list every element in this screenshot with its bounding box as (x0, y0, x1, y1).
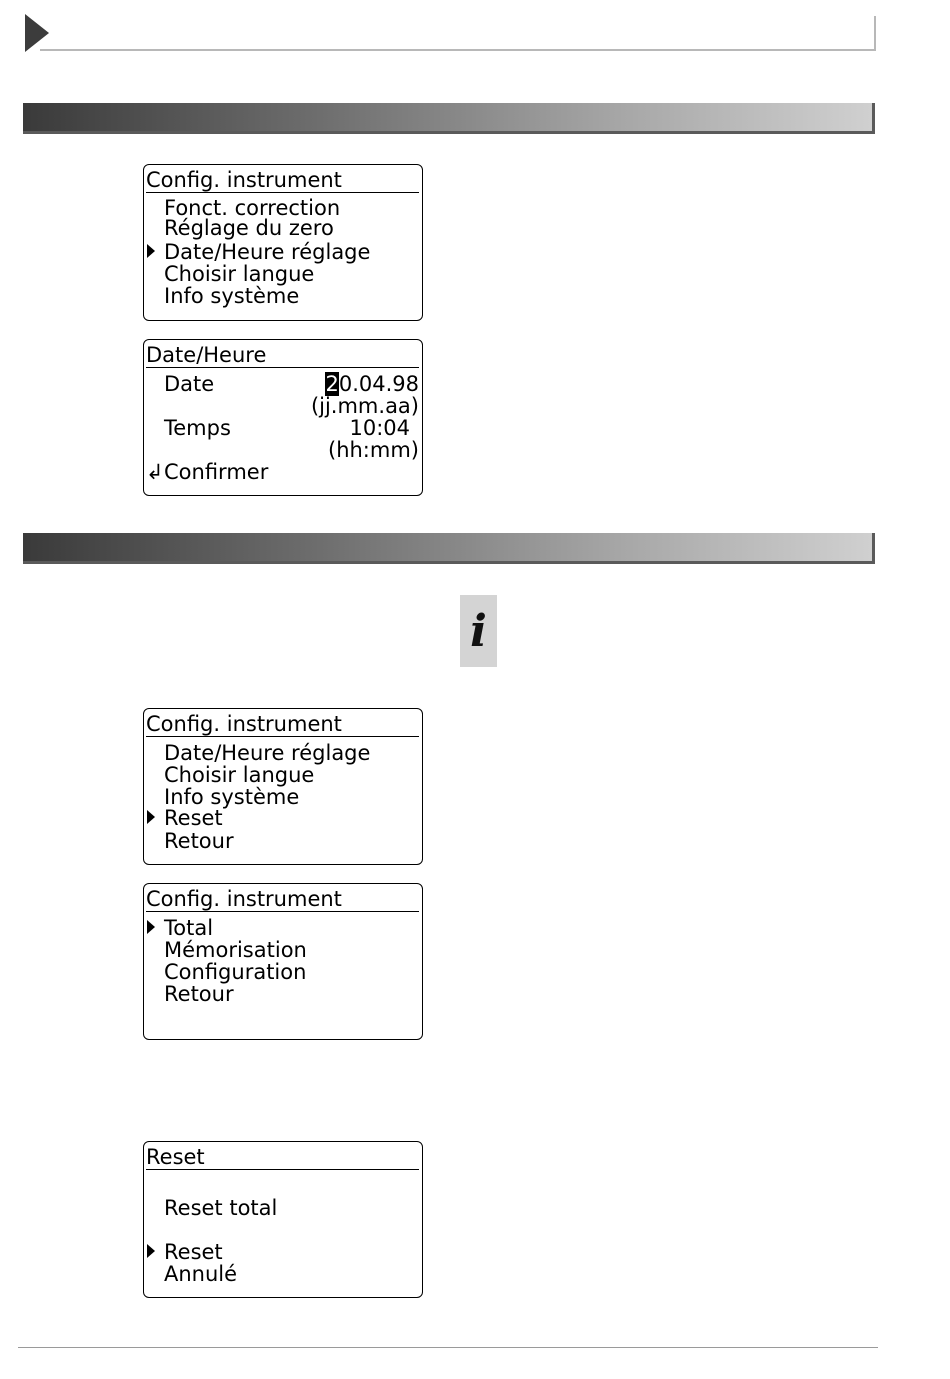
menu-item[interactable]: Info système (164, 284, 300, 308)
date-format: (jj.mm.aa) (310, 394, 419, 418)
lcd-date-time (143, 339, 423, 496)
cursor-arrow-icon (147, 810, 155, 824)
menu-item[interactable]: Retour (164, 982, 234, 1006)
info-glyph: i (470, 605, 487, 657)
lcd-title: Date/Heure (146, 344, 419, 368)
lcd-config-menu-1 (143, 164, 423, 321)
menu-item[interactable]: Réglage du zero (164, 216, 334, 240)
time-format: (hh:mm) (328, 438, 419, 462)
lcd-reset-menu (143, 883, 423, 1040)
header-rule-edge (874, 16, 876, 51)
header-rule (40, 49, 876, 51)
menu-item-selected[interactable]: Reset (164, 806, 223, 830)
time-value[interactable]: 10:04 (349, 416, 410, 440)
cursor-arrow-icon (147, 244, 155, 258)
edit-cursor: 2 (325, 372, 339, 396)
footer-rule (18, 1347, 878, 1348)
date-value-field[interactable] (325, 373, 419, 395)
lcd-config-menu-2 (143, 708, 423, 865)
enter-icon: ↲ (146, 460, 164, 484)
date-label: Date (164, 372, 215, 396)
chapter-arrow-icon (25, 14, 49, 52)
confirm-item[interactable]: Confirmer (164, 460, 269, 484)
cursor-arrow-icon (147, 1244, 155, 1258)
menu-item[interactable]: Date/Heure réglage (164, 741, 371, 765)
menu-item[interactable]: Mémorisation (164, 938, 307, 962)
lcd-reset-confirm (143, 1141, 423, 1298)
lcd-title: Config. instrument (146, 888, 419, 912)
time-label: Temps (164, 416, 231, 440)
info-icon (460, 595, 497, 667)
reset-message: Reset total (164, 1196, 278, 1220)
lcd-title: Config. instrument (146, 713, 419, 737)
section-bar-date-time (23, 103, 872, 131)
menu-item[interactable]: Info système (164, 785, 300, 809)
menu-item-selected[interactable]: Total (164, 916, 214, 940)
menu-item[interactable]: Fonct. correction (164, 196, 341, 220)
date-value: 0.04.98 (338, 372, 419, 396)
cursor-arrow-icon (147, 920, 155, 934)
menu-item[interactable]: Configuration (164, 960, 307, 984)
lcd-title: Config. instrument (146, 169, 419, 193)
option[interactable]: Annulé (164, 1262, 238, 1286)
lcd-title: Reset (146, 1146, 419, 1170)
menu-item[interactable]: Retour (164, 829, 234, 853)
option-selected[interactable]: Reset (164, 1240, 223, 1264)
menu-item[interactable]: Choisir langue (164, 763, 315, 787)
menu-item-selected[interactable]: Date/Heure réglage (164, 240, 371, 264)
section-bar-reset (23, 533, 872, 561)
menu-item[interactable]: Choisir langue (164, 262, 315, 286)
